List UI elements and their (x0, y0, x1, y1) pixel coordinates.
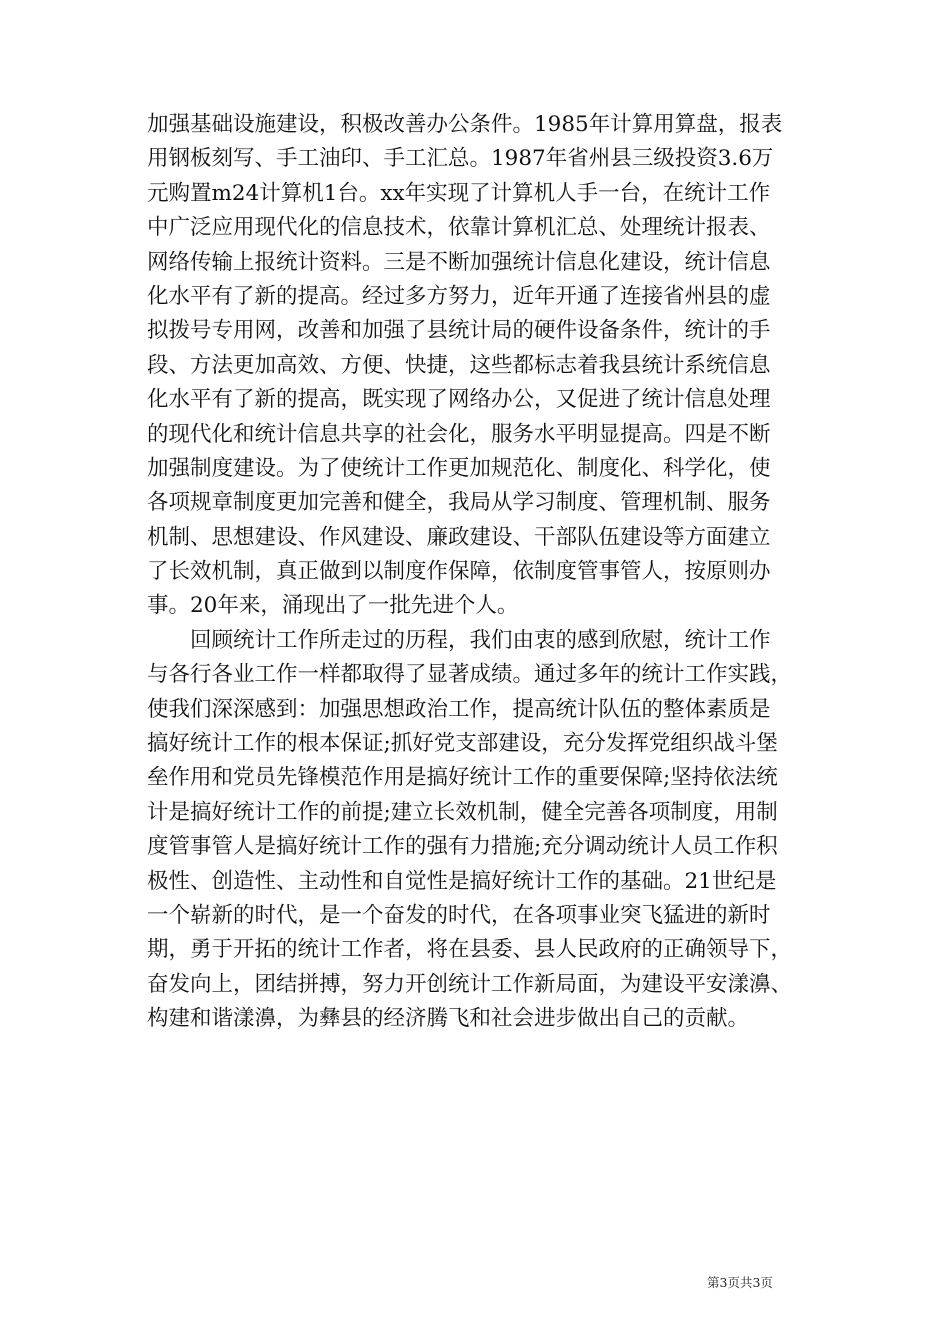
text-line: 构建和谐漾濞，为彝县的经济腾飞和社会进步做出自己的贡献。 (147, 1006, 750, 1032)
text-line: 各项规章制度更加完善和健全，我局从学习制度、管理机制、服务 (147, 490, 771, 516)
text-line: 用钢板刻写、手工油印、手工汇总。1987年省州县三级投资3.6万 (147, 146, 774, 172)
paragraph-2 (147, 624, 809, 1037)
text-line: 机制、思想建设、作风建设、廉政建设、干部队伍建设等方面建立 (147, 524, 771, 550)
text-line: 垒作用和党员先锋模范作用是搞好统计工作的重要保障;坚持依法统 (147, 765, 778, 791)
page-number-footer: 第3页共3页 (707, 1275, 773, 1290)
text-line: 中广泛应用现代化的信息技术，依靠计算机汇总、处理统计报表、 (147, 215, 771, 241)
text-line: 段、方法更加高效、方便、快捷，这些都标志着我县统计系统信息 (147, 352, 771, 378)
text-line: 计是搞好统计工作的前提;建立长效机制，健全完善各项制度，用制 (147, 799, 778, 825)
text-line: 奋发向上，团结拼搏，努力开创统计工作新局面，为建设平安漾濞、 (147, 971, 793, 997)
text-line: 的现代化和统计信息共享的社会化，服务水平明显提高。四是不断 (147, 421, 771, 447)
text-line: 搞好统计工作的根本保证;抓好党支部建设，充分发挥党组织战斗堡 (147, 731, 778, 757)
text-line: 事。20年来，涌现出了一批先进个人。 (147, 593, 519, 619)
text-line: 一个崭新的时代，是一个奋发的时代，在各项事业突飞猛进的新时 (147, 902, 771, 928)
text-line: 极性、创造性、主动性和自觉性是搞好统计工作的基础。21世纪是 (147, 868, 777, 894)
text-line: 期，勇于开拓的统计工作者，将在县委、县人民政府的正确领导下， (147, 937, 793, 963)
text-line: 回顾统计工作所走过的历程，我们由衷的感到欣慰，统计工作 (190, 627, 771, 653)
text-line: 化水平有了新的提高，既实现了网络办公，又促进了统计信息处理 (147, 387, 771, 413)
text-line: 度管事管人是搞好统计工作的强有力措施;充分调动统计人员工作积 (147, 834, 778, 860)
text-line: 化水平有了新的提高。经过多方努力，近年开通了连接省州县的虚 (147, 283, 771, 309)
text-line: 与各行各业工作一样都取得了显著成绩。通过多年的统计工作实践， (147, 662, 793, 688)
paragraph-1 (147, 108, 809, 624)
text-line: 加强基础设施建设，积极改善办公条件。1985年计算用算盘，报表 (147, 112, 783, 137)
text-line: 元购置m24计算机1台。xx年实现了计算机人手一台，在统计工作 (147, 180, 771, 206)
text-line: 网络传输上报统计资料。三是不断加强统计信息化建设，统计信息 (147, 249, 771, 275)
text-line: 加强制度建设。为了使统计工作更加规范化、制度化、科学化，使 (147, 455, 771, 481)
document-body (147, 108, 809, 1037)
text-line: 使我们深深感到：加强思想政治工作，提高统计队伍的整体素质是 (147, 696, 771, 722)
text-line: 了长效机制，真正做到以制度作保障，依制度管事管人，按原则办 (147, 559, 771, 585)
text-line: 拟拨号专用网，改善和加强了县统计局的硬件设备条件，统计的手 (147, 318, 771, 344)
